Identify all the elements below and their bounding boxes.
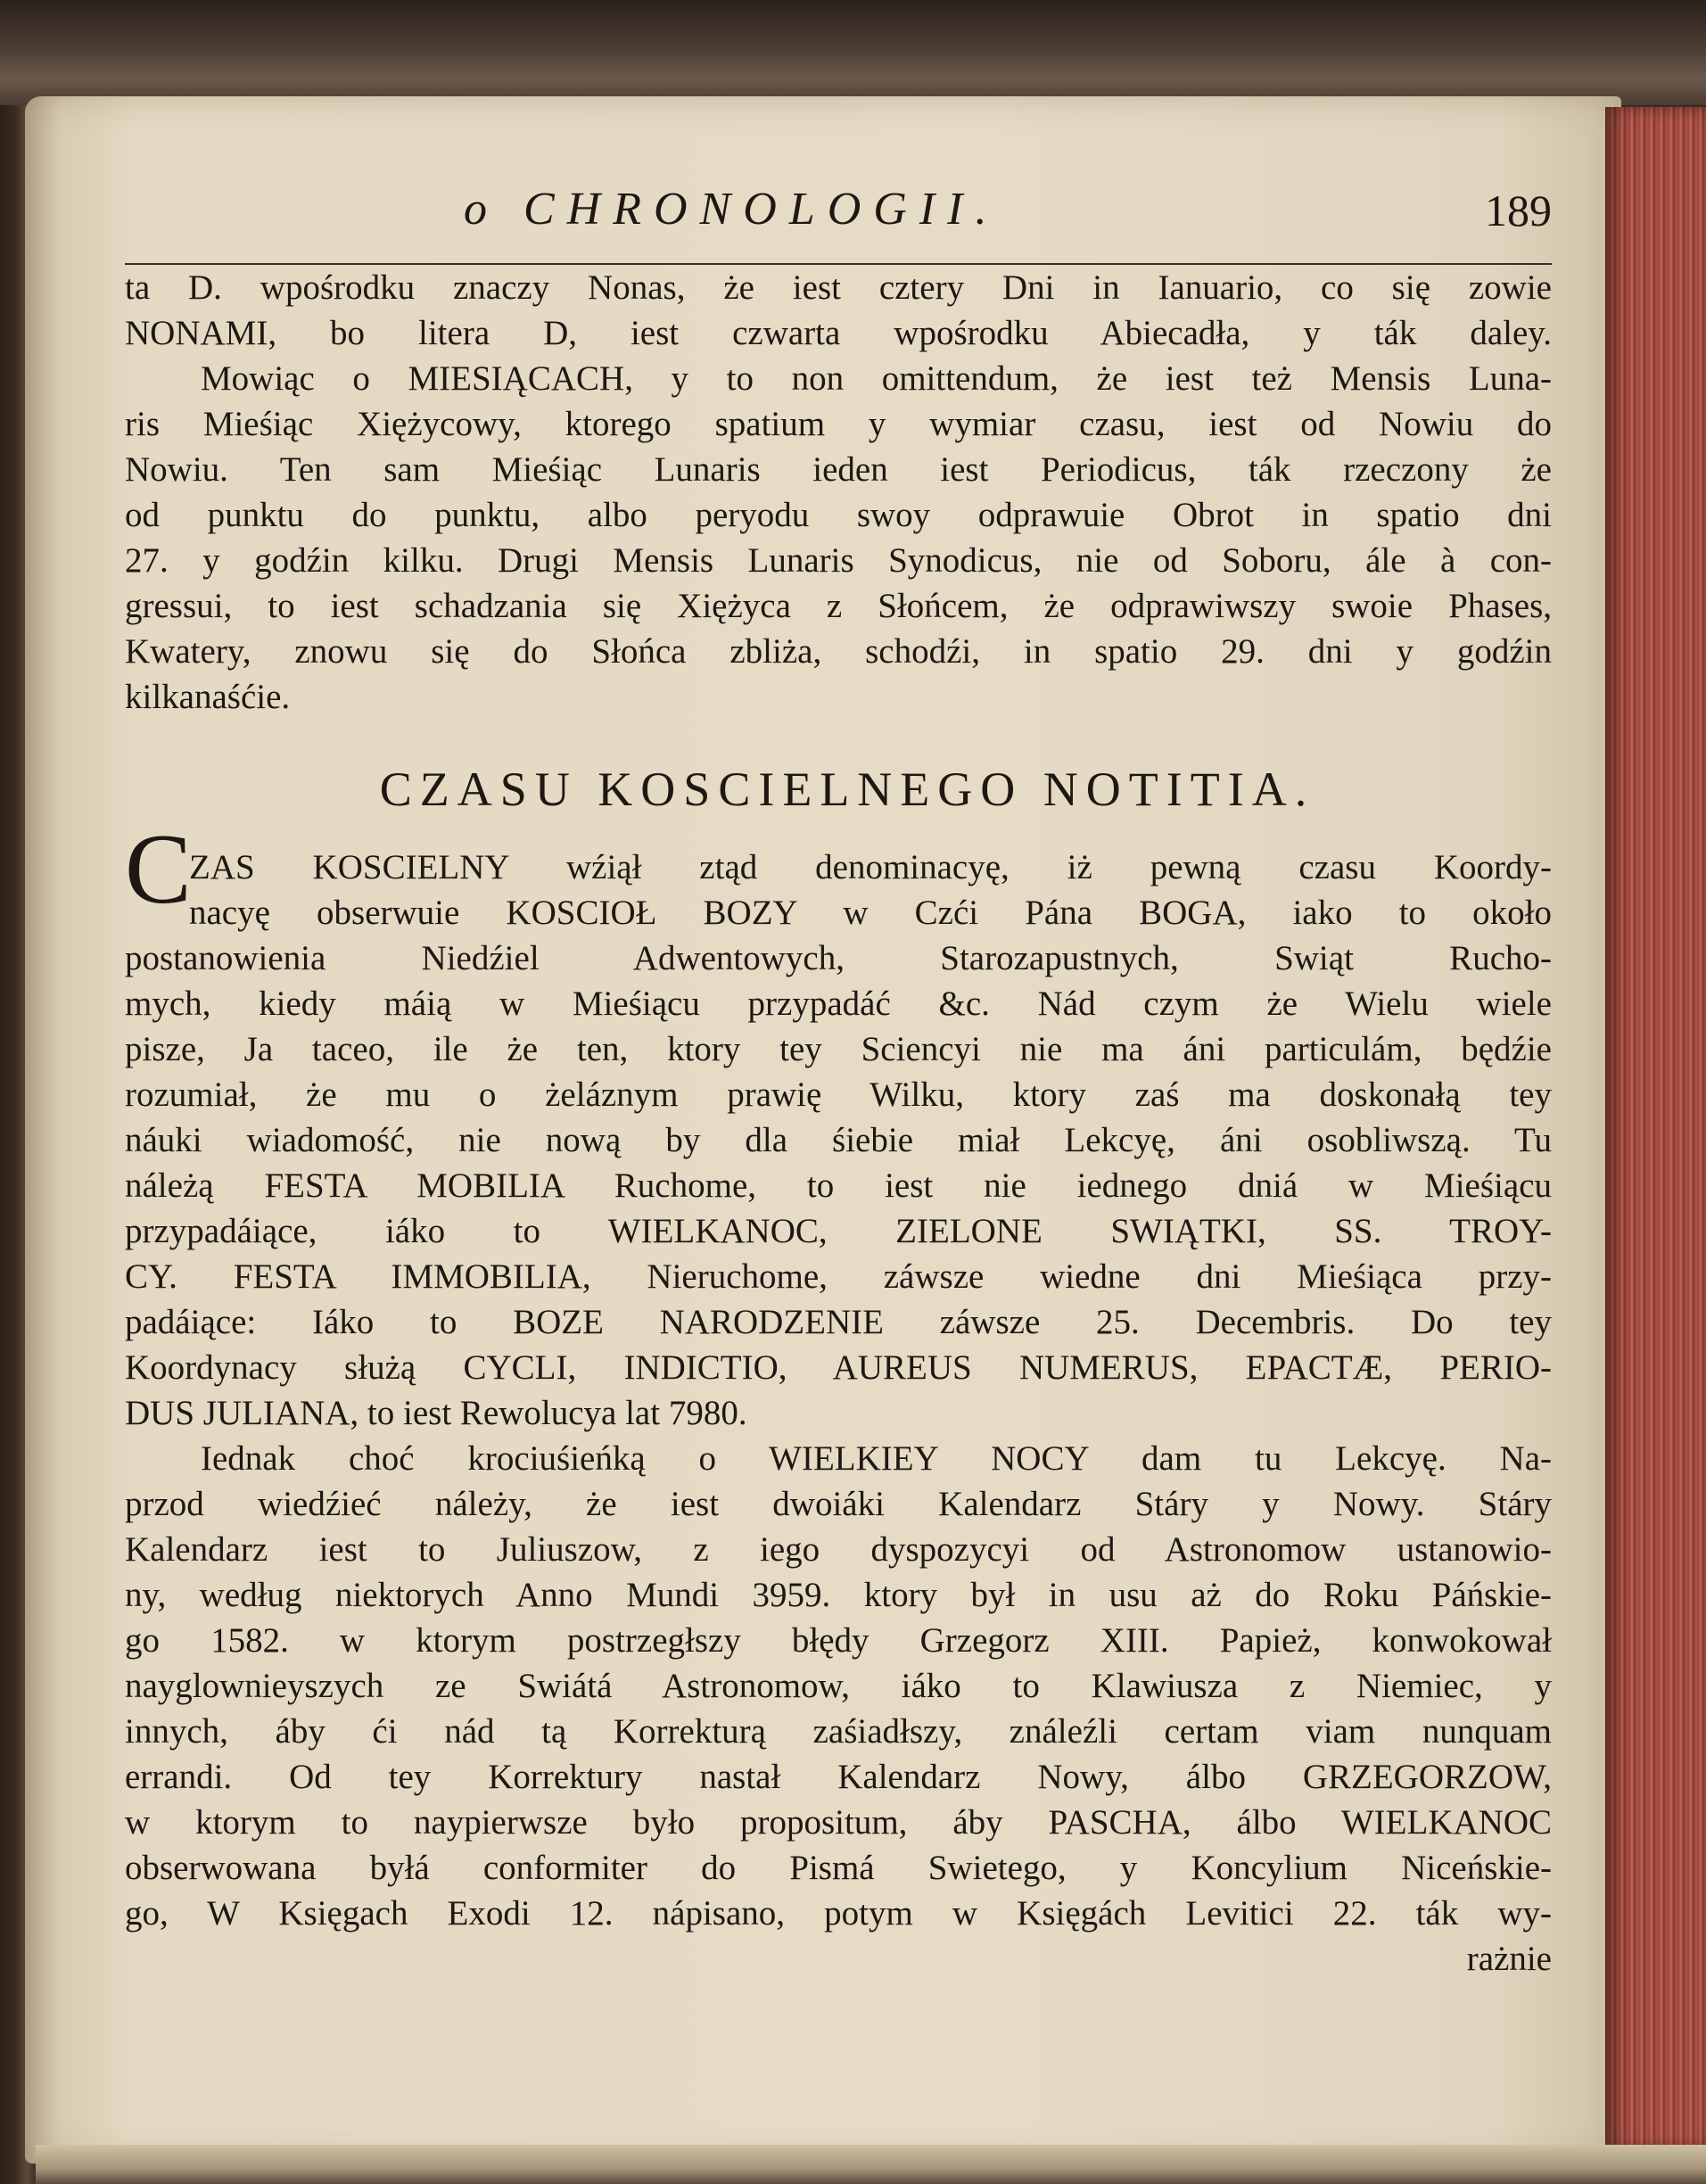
- text-line: nayglownieyszych ze Swiátá Astronomow, iáko to Klawiusza z Niemiec, y: [125, 1667, 1552, 1705]
- text-line: Kwatery, znowu się do Słońca zbliża, schodźi, in spatio 29. dni y godźin: [125, 632, 1552, 671]
- text-line: gressui, to iest schadzania się Xiężyca z Słońcem, że odprawiwszy swoie Phases,: [125, 587, 1552, 625]
- text-line: obserwowana byłá conformiter do Pismá Swietego, y Koncylium Niceńskie-: [125, 1849, 1552, 1887]
- section-heading: CZASU KOSCIELNEGO NOTITIA.: [379, 762, 1315, 816]
- book-bottom-edge: [36, 2145, 1706, 2184]
- text-line: ny, według niektorych Anno Mundi 3959. ktory był in usu aż do Roku Páńskie-: [125, 1576, 1552, 1614]
- drop-cap: C: [125, 814, 192, 925]
- text-line: errandi. Od tey Korrektury nastał Kalendarz Nowy, álbo GRZEGORZOW,: [125, 1758, 1552, 1796]
- text-line: ZAS KOSCIELNY wźiął ztąd denominacyę, iż pewną czasu Koordy-: [189, 848, 1552, 886]
- text-line: go 1582. w ktorym postrzegłszy błędy Grzegorz XIII. Papież, konwokował: [125, 1621, 1552, 1660]
- text-line: ta D. wpośrodku znaczy Nonas, że iest cztery Dni in Ianuario, co się zowie: [125, 268, 1552, 307]
- text-line: postanowienia Niedźiel Adwentowych, Starozapustnych, Swiąt Rucho-: [125, 939, 1552, 977]
- text-line: mych, kiedy máią w Mieśiącu przypadáć &c. Nád czym że Wielu wiele: [125, 985, 1552, 1023]
- text-line: Iednak choć krociuśieńką o WIELKIEY NOCY dam tu Lekcyę. Na-: [201, 1439, 1552, 1478]
- running-header: [125, 183, 1552, 265]
- text-line: padáiące: Iáko to BOZE NARODZENIE záwsze 25. Decembris. Do tey: [125, 1303, 1552, 1341]
- text-line: przod wiedźieć náleży, że iest dwoiáki Kalendarz Stáry y Nowy. Stáry: [125, 1485, 1552, 1523]
- text-line: CY. FESTA IMMOBILIA, Nieruchome, záwsze wiedne dni Mieśiąca przy-: [125, 1257, 1552, 1296]
- book-cover-edge: [0, 0, 1706, 105]
- catchword: rażnie: [1466, 1940, 1552, 1978]
- text-line: nacyę obserwuie KOSCIOŁ BOZY w Czći Pána BOGA, iako to około: [189, 894, 1552, 932]
- text-line: 27. y godźin kilku. Drugi Mensis Lunaris Synodicus, nie od Soboru, ále à con-: [125, 541, 1552, 580]
- text-line: przypadáiące, iáko to WIELKANOC, ZIELONE SWIĄTKI, SS. TROY-: [125, 1212, 1552, 1250]
- text-line: kilkanaśćie.: [125, 678, 291, 716]
- paragraph-3: [125, 1436, 1552, 1936]
- text-line: w ktorym to naypierwsze było propositum, áby PASCHA, álbo WIELKANOC: [125, 1803, 1552, 1842]
- text-line: go, W Księgach Exodi 12. nápisano, potym w Księgách Levitici 22. ták wy-: [125, 1894, 1552, 1933]
- running-title: o CHRONOLOGII.: [464, 184, 1000, 235]
- text-line: ris Mieśiąc Xiężycowy, ktorego spatium y wymiar czasu, iest od Nowiu do: [125, 405, 1552, 443]
- page-text: [125, 183, 1552, 1982]
- page-number: 189: [1485, 185, 1552, 235]
- page-block-edges: [1605, 107, 1706, 2149]
- paragraph-2: [125, 845, 1552, 1436]
- text-line: rozumiał, że mu o żeláznym prawię Wilku, ktory zaś ma doskonałą tey: [125, 1076, 1552, 1114]
- text-line: od punktu do punktu, albo peryodu swoy odprawuie Obrot in spatio dni: [125, 496, 1552, 534]
- text-line: náleżą FESTA MOBILIA Ruchome, to iest nie iednego dniá w Mieśiącu: [125, 1166, 1552, 1205]
- text-line: náuki wiadomość, nie nową by dla śiebie miał Lekcyę, áni osobliwszą. Tu: [125, 1121, 1552, 1159]
- text-line: Kalendarz iest to Juliuszow, z iego dyspozycyi od Astronomow ustanowio-: [125, 1530, 1552, 1569]
- paragraph-1: [125, 265, 1552, 720]
- text-line: pisze, Ja taceo, ile że ten, ktory tey Sciencyi nie ma áni particulám, będźie: [125, 1030, 1552, 1068]
- text-line: innych, áby ći nád tą Korrekturą zaśiadłszy, ználeźli certam viam nunquam: [125, 1712, 1552, 1751]
- text-line: NONAMI, bo litera D, iest czwarta wpośrodku Abiecadła, y ták daley.: [125, 314, 1552, 352]
- text-line: Mowiąc o MIESIĄCACH, y to non omittendum, że iest też Mensis Luna-: [201, 359, 1552, 398]
- text-line: DUS JULIANA, to iest Rewolucya lat 7980.: [125, 1394, 747, 1432]
- text-line: Koordynacy służą CYCLI, INDICTIO, AUREUS NUMERUS, EPACTÆ, PERIO-: [125, 1348, 1552, 1387]
- text-line: Nowiu. Ten sam Mieśiąc Lunaris ieden iest Periodicus, ták rzeczony że: [125, 450, 1552, 489]
